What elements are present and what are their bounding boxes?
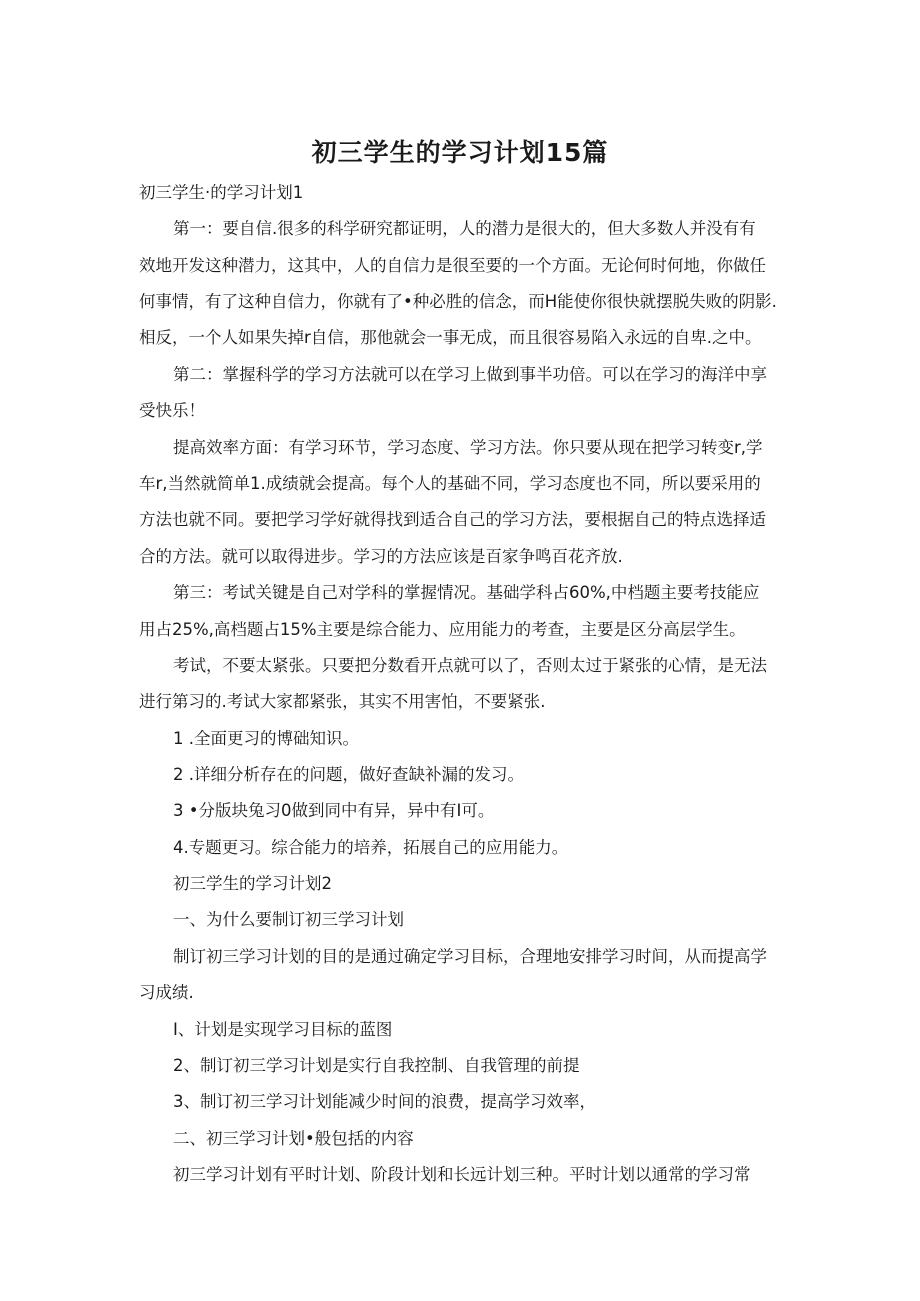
paragraph-line: 效地开发这种潜力，这其中，人的自信力是很至要的一个方面。无论何时何地，你做任 xyxy=(139,256,766,275)
list-item: 2 .详细分析存在的问题，做好查缺补漏的发习。 xyxy=(173,765,524,784)
paragraph-line: 考试，不要太紧张。只要把分数看开点就可以了，否则太过于紧张的心情，是无法 xyxy=(173,656,767,675)
subsection-heading: 一、为什么要制订初三学习计划 xyxy=(173,910,404,929)
paragraph-line: 第二：掌握科学的学习方法就可以在学习上做到事半功倍。可以在学习的海洋中享 xyxy=(173,365,767,384)
paragraph-line: 相反，一个人如果失掉r自信，那他就会一事无成，而且很容易陷入永远的自卑.之中。 xyxy=(139,328,762,347)
paragraph-line: 第一：要自信.很多的科学研究都证明，人的潜力是很大的，但大多数人并没有有 xyxy=(173,219,756,238)
list-item: 4.专题更习。综合能力的培养，拓展自己的应用能力。 xyxy=(173,838,569,857)
paragraph-line: 车r,当然就简单1.成绩就会提高。每个人的基础不同，学习态度也不同，所以要采用的 xyxy=(139,474,761,493)
paragraph-line: 用占25%,高档题占15%主要是综合能力、应用能力的考查，主要是区分高层学生。 xyxy=(139,620,746,639)
paragraph-line: 受快乐！ xyxy=(139,401,205,420)
subsection-heading: 二、初三学习计划•般包括的内容 xyxy=(173,1129,414,1148)
list-item: I、计划是实现学习目标的蓝图 xyxy=(173,1020,393,1039)
paragraph-line: 习成绩. xyxy=(139,983,194,1002)
list-item: 1 .全面更习的博础知识。 xyxy=(173,729,359,748)
list-item: 2、制订初三学习计划是实行自我控制、自我管理的前提 xyxy=(173,1056,580,1075)
section-heading-plan-2: 初三学生的学习计划2 xyxy=(173,874,332,893)
section-heading-plan-1: 初三学生·的学习计划1 xyxy=(139,183,304,202)
paragraph-line: 合的方法。就可以取得进步。学习的方法应该是百家争鸣百花齐放. xyxy=(139,547,623,566)
paragraph-line: 初三学习计划有平时计划、阶段计划和长远计划三种。平时计划以通常的学习常 xyxy=(173,1165,751,1184)
paragraph-line: 第三：考试关键是自己对学科的掌握情况。基础学科占60%,中档题主要考技能应 xyxy=(173,583,760,602)
paragraph-line: 何事情，有了这种自信力，你就有了•种必胜的信念，而H能使你很快就摆脱失败的阴影. xyxy=(139,292,777,311)
list-item: 3、制订初三学习计划能减少时间的浪费，提高学习效率， xyxy=(173,1092,596,1111)
paragraph-line: 提高效率方面：有学习环节，学习态度、学习方法。你只要从现在把学习转变r,学 xyxy=(173,438,763,457)
document-title: 初三学生的学习计划15篇 xyxy=(311,138,609,167)
paragraph-line: 进行第习的.考试大家都紧张，其实不用害怕，不要紧张. xyxy=(139,692,546,711)
paragraph-line: 制订初三学习计划的目的是通过确定学习目标，合理地安排学习时间，从而提高学 xyxy=(173,947,767,966)
list-item: 3 •分版块兔习0做到同中有异，异中有I可。 xyxy=(173,801,495,820)
paragraph-line: 方法也就不同。要把学习学好就得找到适合自己的学习方法，要根据自己的特点选择适 xyxy=(139,510,766,529)
